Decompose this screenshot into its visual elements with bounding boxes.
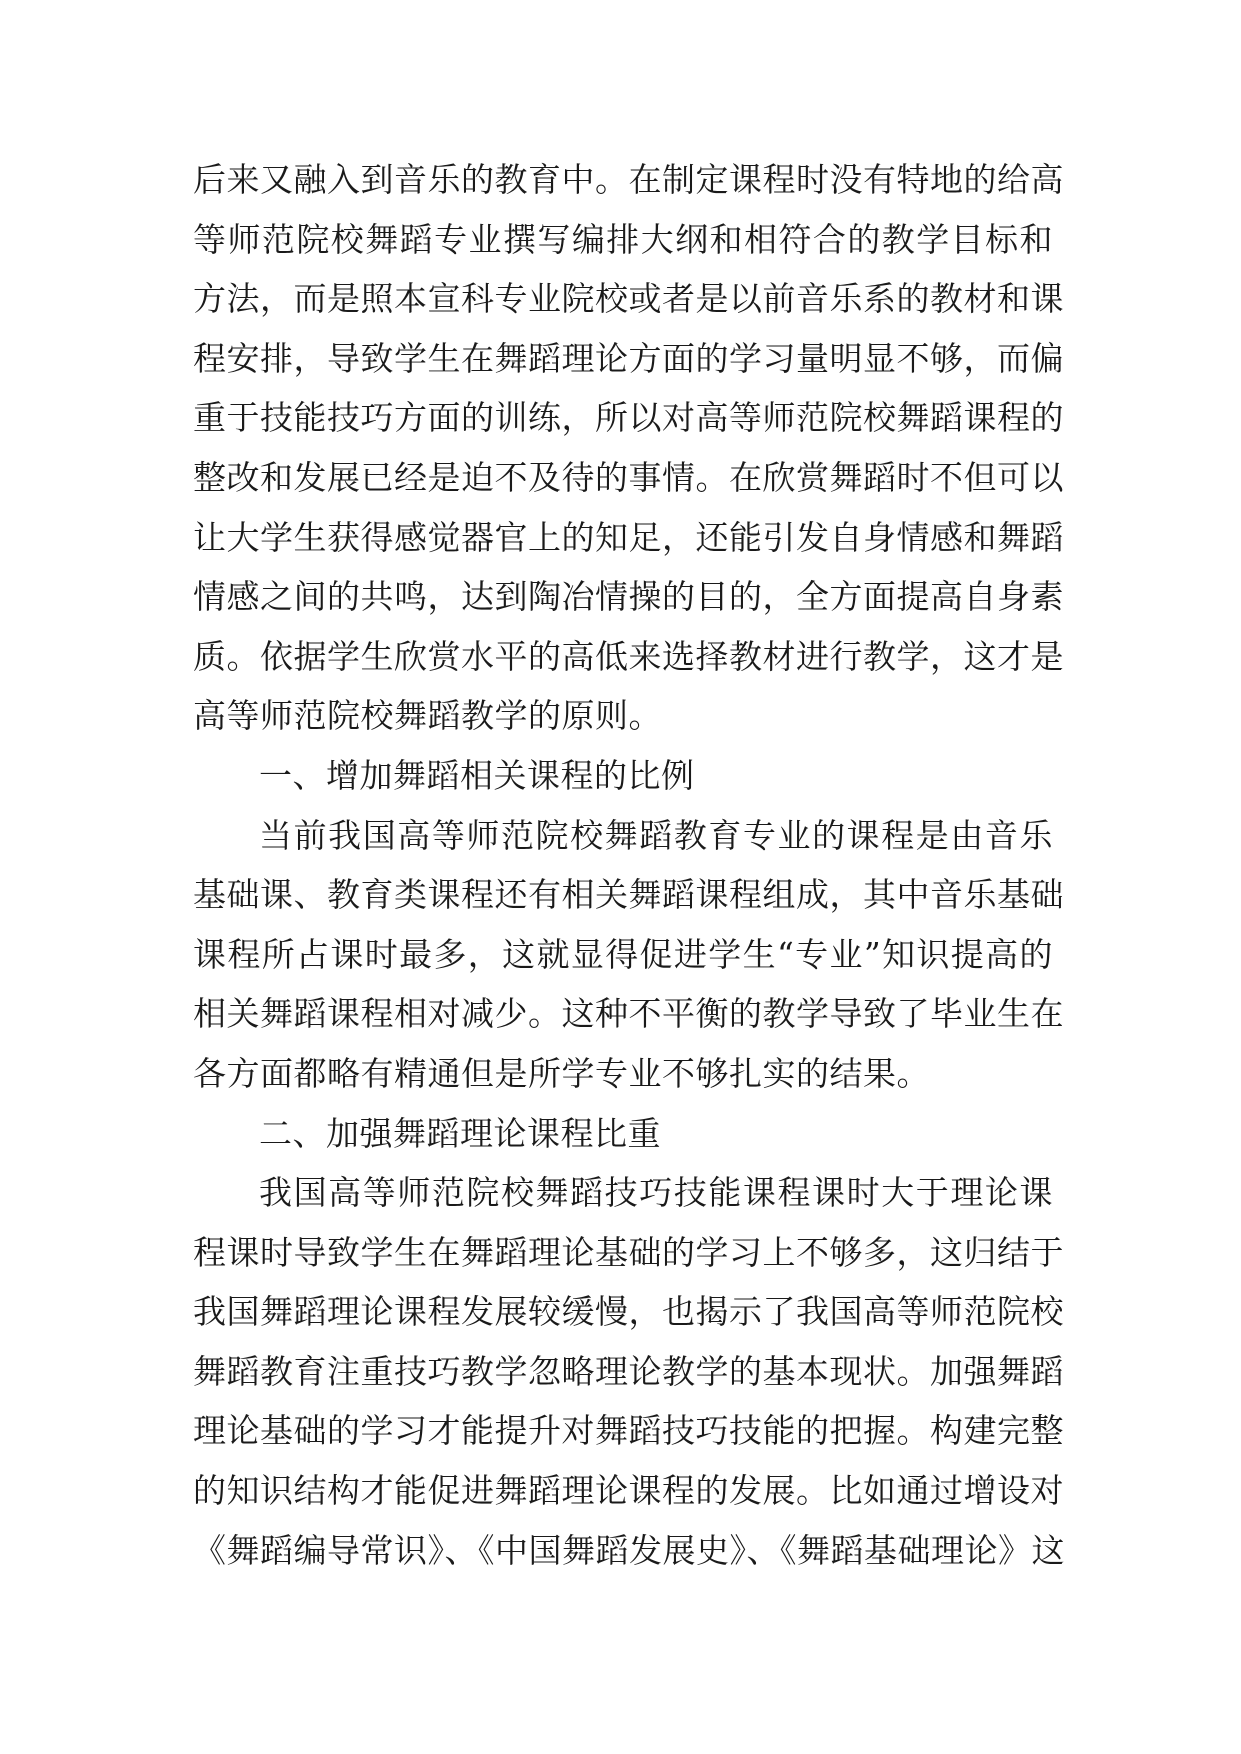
paragraph-line: 我国高等师范院校舞蹈技巧技能课程课时大于理论课 [259,1173,1053,1213]
paragraph-line: 的知识结构才能促进舞蹈理论课程的发展。比如通过增设对 [193,1471,1064,1511]
paragraph-line: 高等师范院校舞蹈教学的原则。 [193,696,662,736]
paragraph-line: 后来又融入到音乐的教育中。在制定课程时没有特地的给高 [193,160,1064,199]
paragraph-line: 当前我国高等师范院校舞蹈教育专业的课程是由音乐 [259,815,1053,855]
paragraph-line: 情感之间的共鸣，达到陶冶情操的目的，全方面提高自身素 [193,577,1064,617]
paragraph-line: 各方面都略有精通但是所学专业不够扎实的结果。 [193,1053,930,1093]
paragraph-line: 质。依据学生欣赏水平的高低来选择教材进行教学，这才是 [193,636,1064,676]
paragraph-line: 让大学生获得感觉器官上的知足，还能引发自身情感和舞蹈 [193,517,1064,557]
section-heading: 二、加强舞蹈理论课程比重 [259,1113,661,1153]
paragraph-line: 基础课、教育类课程还有相关舞蹈课程组成，其中音乐基础 [193,875,1064,915]
paragraph-line: 重于技能技巧方面的训练，所以对高等师范院校舞蹈课程的 [193,398,1064,438]
paragraph-line: 《舞蹈编导常识》、《中国舞蹈发展史》、《舞蹈基础理论》这 [193,1530,1065,1570]
paragraph-line: 舞蹈教育注重技巧教学忽略理论教学的基本现状。加强舞蹈 [193,1351,1064,1391]
paragraph-line: 程安排，导致学生在舞蹈理论方面的学习量明显不够，而偏 [193,338,1064,378]
paragraph-line: 我国舞蹈理论课程发展较缓慢，也揭示了我国高等师范院校 [193,1292,1064,1332]
paragraph-line: 课程所占课时最多，这就显得促进学生“专业”知识提高的 [193,934,1053,974]
paragraph-line: 相关舞蹈课程相对减少。这种不平衡的教学导致了毕业生在 [193,994,1064,1034]
paragraph-line: 程课时导致学生在舞蹈理论基础的学习上不够多，这归结于 [193,1232,1064,1272]
section-heading: 一、增加舞蹈相关课程的比例 [259,755,695,795]
paragraph-line: 等师范院校舞蹈专业撰写编排大纲和相符合的教学目标和 [193,219,1053,259]
paragraph-line: 整改和发展已经是迫不及待的事情。在欣赏舞蹈时不但可以 [193,457,1064,497]
document-body [193,150,1065,1580]
paragraph-line: 方法，而是照本宣科专业院校或者是以前音乐系的教材和课 [193,279,1064,319]
paragraph-line: 理论基础的学习才能提升对舞蹈技巧技能的把握。构建完整 [193,1411,1064,1451]
